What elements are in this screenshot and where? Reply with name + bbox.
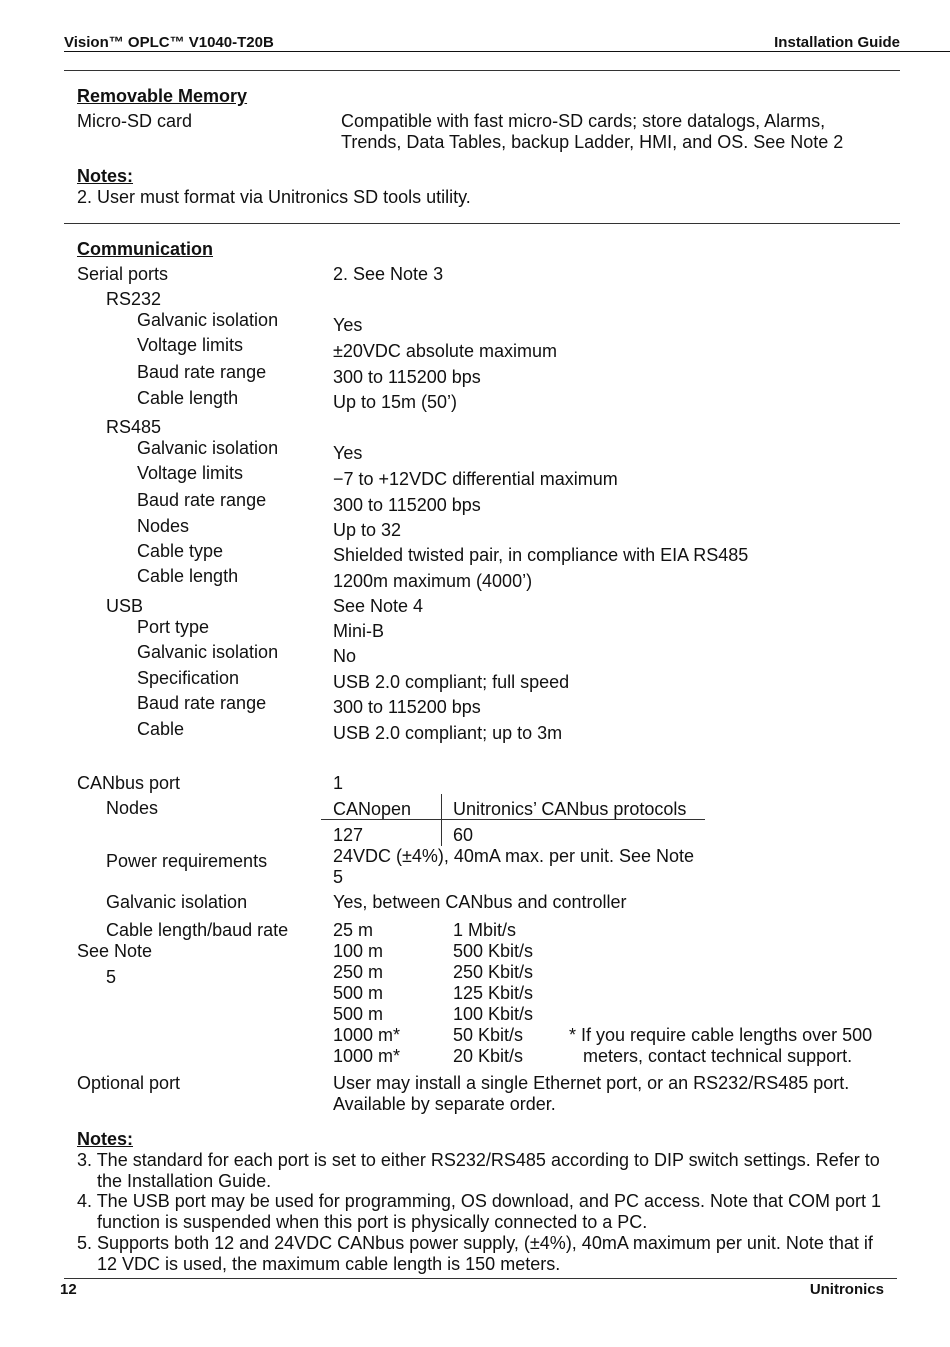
- subgroup-label-rs485: RS485: [106, 417, 162, 437]
- cable-length: 100 m: [333, 941, 384, 961]
- footer-rule: [64, 1278, 897, 1279]
- spec-value: 300 to 115200 bps: [333, 495, 481, 515]
- cable-baud-rate: 50 Kbit/s: [453, 1025, 524, 1045]
- spec-value: Mini-B: [333, 621, 385, 641]
- spec-label: Galvanic isolation: [137, 310, 279, 330]
- spec-value: 5: [333, 867, 344, 887]
- notes-heading: Notes:: [77, 166, 134, 186]
- section-heading-communication: Communication: [77, 239, 214, 259]
- page-number: 12: [60, 1281, 77, 1298]
- nodes-table-cell: 60: [453, 825, 474, 845]
- spec-label: Optional port: [77, 1073, 181, 1093]
- spec-label: Serial ports: [77, 264, 169, 284]
- spec-value: Yes, between CANbus and controller: [333, 892, 627, 912]
- spec-value: 300 to 115200 bps: [333, 367, 481, 387]
- subgroup-label-usb: USB: [106, 596, 144, 616]
- note-text: the Installation Guide.: [97, 1171, 272, 1191]
- header-doc-type: Installation Guide: [774, 34, 900, 51]
- note-text: function is suspended when this port is physically connected to a PC.: [97, 1212, 648, 1232]
- spec-value: Shielded twisted pair, in compliance with EIA RS485: [333, 545, 749, 565]
- spec-value: 24VDC (±4%), 40mA max. per unit. See Note: [333, 846, 695, 866]
- spec-value: 1200m maximum (4000’): [333, 571, 533, 591]
- spec-label: Nodes: [106, 798, 159, 818]
- header-rule: [64, 51, 950, 52]
- cable-baud-rate: 20 Kbit/s: [453, 1046, 524, 1066]
- spec-label: Baud rate range: [137, 362, 267, 382]
- spec-label: Voltage limits: [137, 463, 244, 483]
- spec-label: Cable: [137, 719, 185, 739]
- cable-baud-rate: 1 Mbit/s: [453, 920, 517, 940]
- spec-value: 300 to 115200 bps: [333, 697, 481, 717]
- divider-top: [64, 70, 900, 71]
- spec-label: Specification: [137, 668, 240, 688]
- spec-value: See Note 4: [333, 596, 424, 616]
- spec-label: See Note: [77, 941, 153, 961]
- subgroup-label-rs232: RS232: [106, 289, 162, 309]
- note-text: 4. The USB port may be used for programming, OS download, and PC access. Note that COM port 1: [77, 1191, 882, 1211]
- spec-label: Port type: [137, 617, 210, 637]
- spec-label: Baud rate range: [137, 693, 267, 713]
- divider: [64, 223, 900, 224]
- spec-value: 1: [333, 773, 344, 793]
- cable-baud-rate: 500 Kbit/s: [453, 941, 534, 961]
- note-text: 12 VDC is used, the maximum cable length is 150 meters.: [97, 1254, 561, 1274]
- cable-baud-rate: 100 Kbit/s: [453, 1004, 534, 1024]
- nodes-table-header: CANopen: [333, 799, 412, 819]
- spec-value: ±20VDC absolute maximum: [333, 341, 557, 361]
- spec-label: Cable type: [137, 541, 224, 561]
- cable-length: 1000 m*: [333, 1025, 401, 1045]
- section-heading-memory: Removable Memory: [77, 86, 248, 106]
- spec-label: 5: [106, 967, 117, 987]
- spec-label: Galvanic isolation: [137, 642, 279, 662]
- spec-label: Cable length: [137, 388, 239, 408]
- cable-length: 25 m: [333, 920, 374, 940]
- cable-footnote: meters, contact technical support.: [583, 1046, 853, 1066]
- footer-brand: Unitronics: [809, 1281, 884, 1298]
- nodes-table-cell: 127: [333, 825, 364, 845]
- nodes-table-divider: [441, 794, 442, 846]
- note-text: 2. User must format via Unitronics SD tools utility.: [77, 187, 471, 207]
- cable-length: 500 m: [333, 983, 384, 1003]
- spec-label: Power requirements: [106, 851, 268, 871]
- cable-baud-rate: 125 Kbit/s: [453, 983, 534, 1003]
- spec-value: 2. See Note 3: [333, 264, 444, 284]
- spec-label: Galvanic isolation: [106, 892, 248, 912]
- spec-value: −7 to +12VDC differential maximum: [333, 469, 618, 489]
- cable-footnote: * If you require cable lengths over 500: [569, 1025, 873, 1045]
- spec-value: Yes: [333, 443, 363, 463]
- cable-length: 250 m: [333, 962, 384, 982]
- note-text: 3. The standard for each port is set to either RS232/RS485 according to DIP switch settings. Refer to: [77, 1150, 880, 1170]
- nodes-table-header: Unitronics’ CANbus protocols: [453, 799, 687, 819]
- spec-value: Up to 15m (50’): [333, 392, 458, 412]
- cable-length: 1000 m*: [333, 1046, 401, 1066]
- spec-value: USB 2.0 compliant; up to 3m: [333, 723, 563, 743]
- spec-value: Yes: [333, 315, 363, 335]
- spec-label: Galvanic isolation: [137, 438, 279, 458]
- spec-label: Micro-SD card: [77, 111, 193, 131]
- spec-value: Available by separate order.: [333, 1094, 556, 1114]
- spec-label: Voltage limits: [137, 335, 244, 355]
- spec-label: Cable length/baud rate: [106, 920, 289, 940]
- spec-label: Nodes: [137, 516, 190, 536]
- spec-value: Trends, Data Tables, backup Ladder, HMI, and OS. See Note 2: [341, 132, 844, 152]
- spec-value: Up to 32: [333, 520, 402, 540]
- spec-value: USB 2.0 compliant; full speed: [333, 672, 570, 692]
- spec-label: Cable length: [137, 566, 239, 586]
- spec-value: No: [333, 646, 357, 666]
- spec-value: User may install a single Ethernet port, or an RS232/RS485 port.: [333, 1073, 850, 1093]
- header-title: Vision™ OPLC™ V1040-T20B: [64, 34, 274, 51]
- spec-value: Compatible with fast micro-SD cards; store datalogs, Alarms,: [341, 111, 826, 131]
- notes-heading: Notes:: [77, 1129, 134, 1149]
- note-text: 5. Supports both 12 and 24VDC CANbus power supply, (±4%), 40mA maximum per unit. Note that if: [77, 1233, 873, 1253]
- nodes-table-rule: [321, 819, 705, 820]
- spec-label: Baud rate range: [137, 490, 267, 510]
- spec-label: CANbus port: [77, 773, 181, 793]
- cable-baud-rate: 250 Kbit/s: [453, 962, 534, 982]
- cable-length: 500 m: [333, 1004, 384, 1024]
